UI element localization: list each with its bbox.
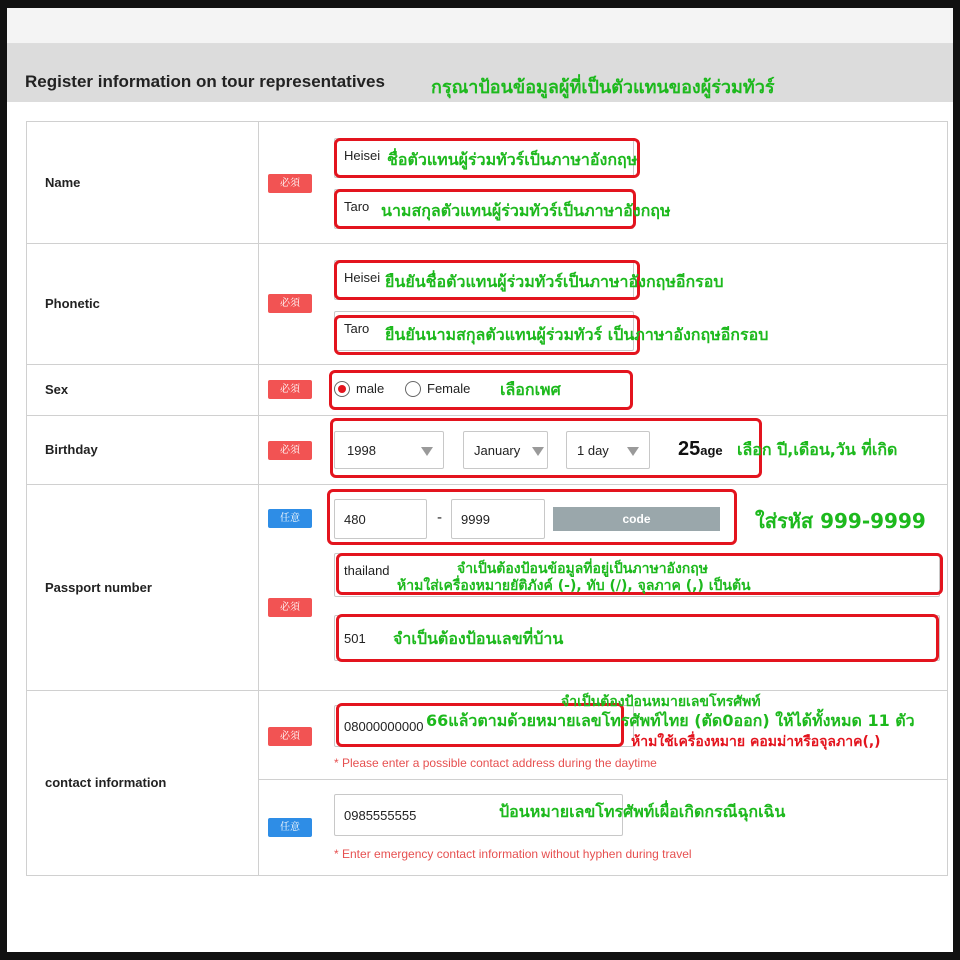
row-passport <box>27 485 947 691</box>
registration-form <box>26 121 948 876</box>
required-badge: 必須 <box>268 294 312 313</box>
sex-annotation: เลือกเพศ <box>500 380 561 399</box>
first-name-input[interactable]: Heisei <box>334 138 634 178</box>
header-annotation: กรุณาป้อนข้อมูลผู้ที่เป็นตัวแทนของผู้ร่วมทัวร์ <box>431 77 775 98</box>
postal-code-dash: - <box>437 510 443 526</box>
radio-male-label: male <box>356 381 385 396</box>
house-number-annotation: จำเป็นต้องป้อนเลขที่บ้าน <box>393 629 564 648</box>
phone-input[interactable]: 08000000000 <box>334 705 634 747</box>
contact-label: contact information <box>45 775 167 790</box>
screenshot-frame <box>7 8 953 952</box>
name-label: Name <box>45 175 81 190</box>
phonetic-first-annotation: ยืนยันชื่อตัวแทนผู้ร่วมทัวร์เป็นภาษาอังกฤษอีกรอบ <box>385 272 724 291</box>
optional-badge: 任意 <box>268 818 312 837</box>
postal-code-part2-input[interactable]: 9999 <box>451 499 545 539</box>
postal-code-highlight <box>327 489 737 545</box>
address-annotation-line2: ห้ามใส่เครื่องหมายยัติภังค์ (-), ทับ (/), จุลภาค (,) เป็นต้น <box>397 578 751 594</box>
address-annotation-line1: จำเป็นต้องป้อนข้อมูลที่อยู่เป็นภาษาอังกฤษ <box>457 561 708 577</box>
postal-code-part1-input[interactable]: 480 <box>334 499 427 539</box>
phonetic-last-annotation: ยืนยันนามสกุลตัวแทนผู้ร่วมทัวร์ เป็นภาษาอังกฤษอีกรอบ <box>385 325 769 344</box>
birthday-label: Birthday <box>45 442 98 457</box>
top-bar <box>7 8 953 44</box>
postal-code-annotation: ใส่รหัส 999-9999 <box>755 509 926 533</box>
sex-label: Sex <box>45 382 69 397</box>
row-phonetic <box>27 244 947 365</box>
sex-highlight <box>329 370 633 410</box>
row-name <box>27 122 947 244</box>
phone-annotation-line1: จำเป็นต้องป้อนหมายเลขโทรศัพท์ <box>561 694 761 710</box>
optional-badge: 任意 <box>268 509 312 528</box>
required-badge: 必須 <box>268 441 312 460</box>
required-badge: 必須 <box>268 380 312 399</box>
year-value: 1998 <box>347 443 376 458</box>
last-name-input[interactable]: Taro <box>334 189 634 229</box>
section-header <box>7 44 953 102</box>
emergency-phone-input[interactable]: 0985555555 <box>334 794 623 836</box>
age-number: 25 <box>678 438 701 460</box>
contact-divider <box>259 779 947 780</box>
age-unit: age <box>700 443 723 458</box>
row-sex <box>27 365 947 416</box>
section-title: Register information on tour representatives <box>25 72 385 91</box>
phonetic-first-input[interactable]: Heisei <box>334 260 634 300</box>
phonetic-label: Phonetic <box>45 296 100 311</box>
address-input[interactable]: thailand <box>334 553 940 597</box>
radio-female-label: Female <box>427 381 471 396</box>
month-value: January <box>474 443 521 458</box>
birthday-highlight <box>330 418 762 478</box>
required-badge: 必須 <box>268 174 312 193</box>
emergency-annotation: ป้อนหมายเลขโทรศัพท์เผื่อเกิดกรณีฉุกเฉิน <box>499 802 786 821</box>
day-value: 1 day <box>577 443 609 458</box>
first-name-annotation: ชื่อตัวแทนผู้ร่วมทัวร์เป็นภาษาอังกฤษ <box>387 150 638 169</box>
phone-hint: * Please enter a possible contact address during the daytime <box>334 756 657 770</box>
required-badge: 必須 <box>268 727 312 746</box>
house-number-input[interactable]: 501 <box>334 615 940 661</box>
code-lookup-button[interactable]: code <box>553 507 720 531</box>
last-name-annotation: นามสกุลตัวแทนผู้ร่วมทัวร์เป็นภาษาอังกฤษ <box>381 201 671 220</box>
row-birthday <box>27 416 947 485</box>
passport-label: Passport number <box>45 580 152 595</box>
required-badge: 必須 <box>268 598 312 617</box>
phonetic-last-input[interactable]: Taro <box>334 311 634 351</box>
phone-annotation-line3: ห้ามใช้เครื่องหมาย คอมม่าหรือจุลภาค(,) <box>631 734 881 750</box>
row-contact <box>27 691 947 875</box>
emergency-hint: * Enter emergency contact information without hyphen during travel <box>334 847 692 861</box>
phone-annotation-line2: 66แล้วตามด้วยหมายเลขโทรศัพท์ไทย (ตัด0ออก) ให้ได้ทั้งหมด 11 ตัว <box>426 711 915 730</box>
birthday-annotation: เลือก ปี,เดือน,วัน ที่เกิด <box>737 440 898 459</box>
